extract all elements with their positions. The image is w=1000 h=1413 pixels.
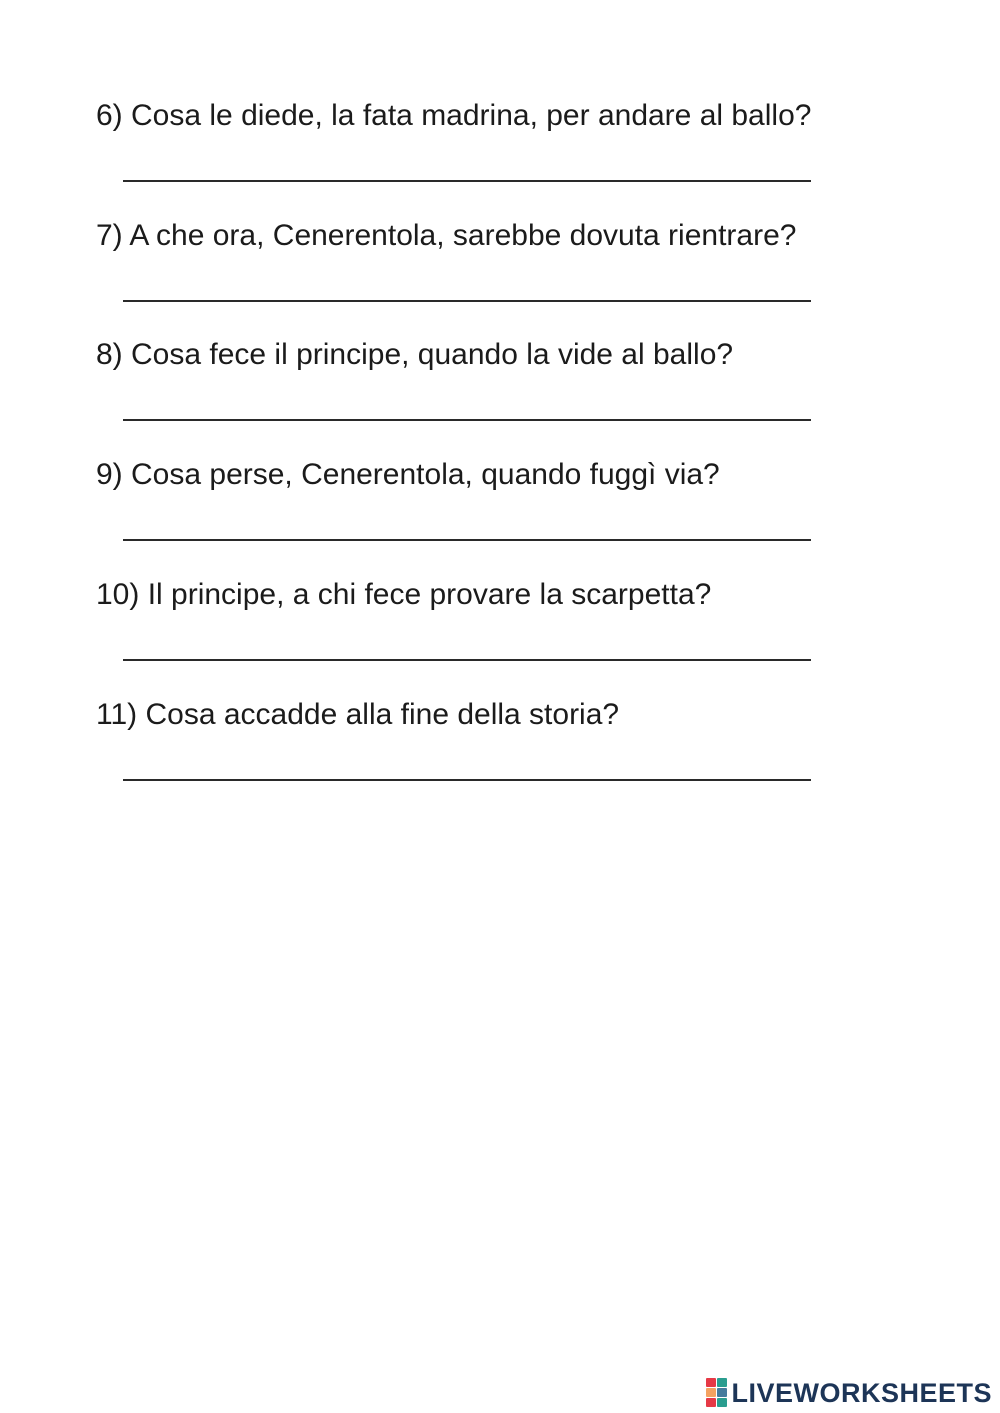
logo-blocks-icon: [706, 1378, 728, 1408]
answer-line[interactable]: [123, 659, 811, 661]
question-7: [96, 218, 976, 338]
liveworksheets-logo: [706, 1376, 992, 1410]
logo-mark-icon: [706, 1378, 728, 1408]
logo-text: LIVEWORKSHEETS: [731, 1378, 992, 1408]
question-text: 7) A che ora, Cenerentola, sarebbe dovuta rientrare?: [96, 219, 797, 252]
question-text: 11) Cosa accadde alla fine della storia?: [96, 698, 620, 731]
question-6: [96, 98, 976, 218]
question-text: 6) Cosa le diede, la fata madrina, per andare al ballo?: [96, 99, 812, 132]
question-9: [96, 457, 976, 577]
question-8: [96, 337, 976, 457]
answer-line[interactable]: [123, 300, 811, 302]
question-text: 10) Il principe, a chi fece provare la scarpetta?: [96, 578, 712, 611]
answer-line[interactable]: [123, 779, 811, 781]
answer-line[interactable]: [123, 419, 811, 421]
question-11: [96, 697, 976, 817]
question-text: 9) Cosa perse, Cenerentola, quando fuggì via?: [96, 458, 720, 491]
question-text: 8) Cosa fece il principe, quando la vide al ballo?: [96, 338, 734, 371]
answer-line[interactable]: [123, 539, 811, 541]
question-10: [96, 577, 976, 697]
answer-line[interactable]: [123, 180, 811, 182]
